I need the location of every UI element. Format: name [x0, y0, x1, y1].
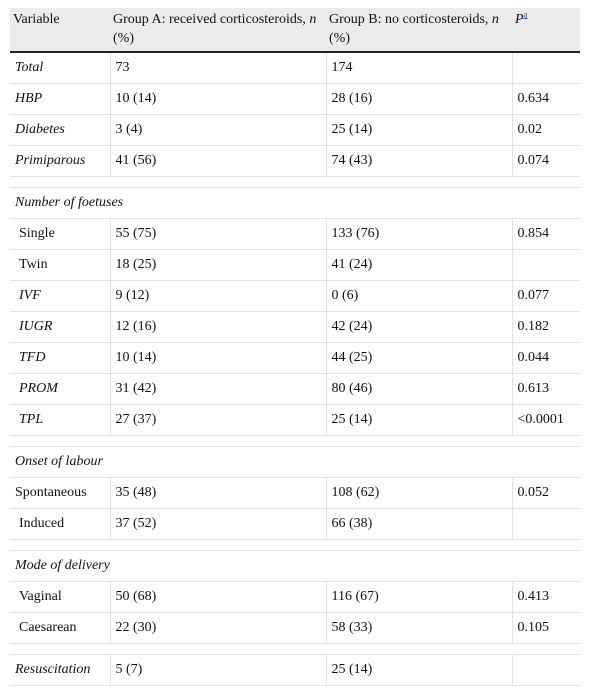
- p-value: 0.182: [512, 312, 580, 343]
- group-a-value: 73: [110, 52, 326, 84]
- header-group-b-n: n: [491, 12, 499, 27]
- header-group-a: [110, 8, 326, 52]
- group-a-value: 9 (12): [110, 281, 326, 312]
- section-label: Onset of labour: [10, 447, 580, 478]
- p-value: [512, 250, 580, 281]
- row-label: Resuscitation: [10, 655, 110, 686]
- row-label: HBP: [10, 84, 110, 115]
- group-a-value: 55 (75): [110, 219, 326, 250]
- footnote-link[interactable]: a: [523, 9, 528, 20]
- group-b-value: 80 (46): [326, 374, 512, 405]
- p-value: [512, 52, 580, 84]
- group-a-value: 27 (37): [110, 405, 326, 436]
- table-row: [10, 281, 580, 312]
- section-label: Mode of delivery: [10, 551, 580, 582]
- table-row: [10, 84, 580, 115]
- group-b-value: 66 (38): [326, 509, 512, 540]
- row-label: Total: [10, 52, 110, 84]
- p-value: [512, 655, 580, 686]
- table-row: [10, 374, 580, 405]
- group-a-value: 12 (16): [110, 312, 326, 343]
- header-variable-text: Variable: [13, 12, 60, 27]
- header-group-a-text: Group A: received corticosteroids,: [113, 12, 310, 27]
- group-a-value: 10 (14): [110, 343, 326, 374]
- p-value: 0.105: [512, 613, 580, 644]
- group-b-value: 25 (14): [326, 655, 512, 686]
- group-b-value: 44 (25): [326, 343, 512, 374]
- group-a-value: 35 (48): [110, 478, 326, 509]
- group-b-value: 74 (43): [326, 146, 512, 177]
- group-b-value: 133 (76): [326, 219, 512, 250]
- group-a-value: 10 (14): [110, 84, 326, 115]
- table-row: [10, 115, 580, 146]
- table-row: [10, 613, 580, 644]
- group-a-value: 18 (25): [110, 250, 326, 281]
- p-value: 0.413: [512, 582, 580, 613]
- p-value: 0.044: [512, 343, 580, 374]
- group-b-value: 42 (24): [326, 312, 512, 343]
- spacer-row: [10, 644, 580, 655]
- table-row: [10, 219, 580, 250]
- row-label: IUGR: [10, 312, 110, 343]
- table-row: [10, 509, 580, 540]
- row-label: TPL: [10, 405, 110, 436]
- group-b-value: 0 (6): [326, 281, 512, 312]
- p-value: 0.077: [512, 281, 580, 312]
- header-p-text: P: [515, 12, 524, 27]
- group-b-value: 174: [326, 52, 512, 84]
- p-value: 0.074: [512, 146, 580, 177]
- group-a-value: 22 (30): [110, 613, 326, 644]
- group-b-value: 25 (14): [326, 115, 512, 146]
- p-value: <0.0001: [512, 405, 580, 436]
- group-b-value: 58 (33): [326, 613, 512, 644]
- table-row: [10, 405, 580, 436]
- comparison-table: [10, 8, 580, 686]
- row-label: Induced: [10, 509, 110, 540]
- p-value: 0.634: [512, 84, 580, 115]
- spacer-row: [10, 177, 580, 188]
- p-value: 0.613: [512, 374, 580, 405]
- header-variable: [10, 8, 110, 52]
- group-b-value: 108 (62): [326, 478, 512, 509]
- group-b-value: 28 (16): [326, 84, 512, 115]
- table-row: [10, 312, 580, 343]
- header-group-a-pct: (%): [113, 31, 134, 46]
- group-a-value: 5 (7): [110, 655, 326, 686]
- spacer-row: [10, 436, 580, 447]
- table-row: [10, 146, 580, 177]
- row-label: Spontaneous: [10, 478, 110, 509]
- row-label: TFD: [10, 343, 110, 374]
- group-a-value: 50 (68): [110, 582, 326, 613]
- row-label: Caesarean: [10, 613, 110, 644]
- group-a-value: 41 (56): [110, 146, 326, 177]
- p-value: [512, 509, 580, 540]
- section-row: [10, 447, 580, 478]
- section-row: [10, 551, 580, 582]
- table-row: [10, 250, 580, 281]
- table-row: [10, 52, 580, 84]
- group-a-value: 31 (42): [110, 374, 326, 405]
- p-value: 0.02: [512, 115, 580, 146]
- group-a-value: 3 (4): [110, 115, 326, 146]
- row-label: Primiparous: [10, 146, 110, 177]
- table-row: [10, 478, 580, 509]
- header-row: [10, 8, 580, 52]
- p-value: 0.854: [512, 219, 580, 250]
- row-label: Twin: [10, 250, 110, 281]
- group-b-value: 25 (14): [326, 405, 512, 436]
- group-b-value: 116 (67): [326, 582, 512, 613]
- group-a-value: 37 (52): [110, 509, 326, 540]
- group-b-value: 41 (24): [326, 250, 512, 281]
- spacer-row: [10, 540, 580, 551]
- section-label: Number of foetuses: [10, 188, 580, 219]
- row-label: PROM: [10, 374, 110, 405]
- header-group-b-text: Group B: no corticosteroids,: [329, 12, 492, 27]
- row-label: Single: [10, 219, 110, 250]
- header-group-b: [326, 8, 512, 52]
- header-p: [512, 8, 580, 52]
- p-value: 0.052: [512, 478, 580, 509]
- table-row: [10, 655, 580, 686]
- row-label: Diabetes: [10, 115, 110, 146]
- header-group-b-pct: (%): [329, 31, 350, 46]
- section-row: [10, 188, 580, 219]
- table-row: [10, 343, 580, 374]
- table-row: [10, 582, 580, 613]
- row-label: Vaginal: [10, 582, 110, 613]
- row-label: IVF: [10, 281, 110, 312]
- header-group-a-n: n: [309, 12, 317, 27]
